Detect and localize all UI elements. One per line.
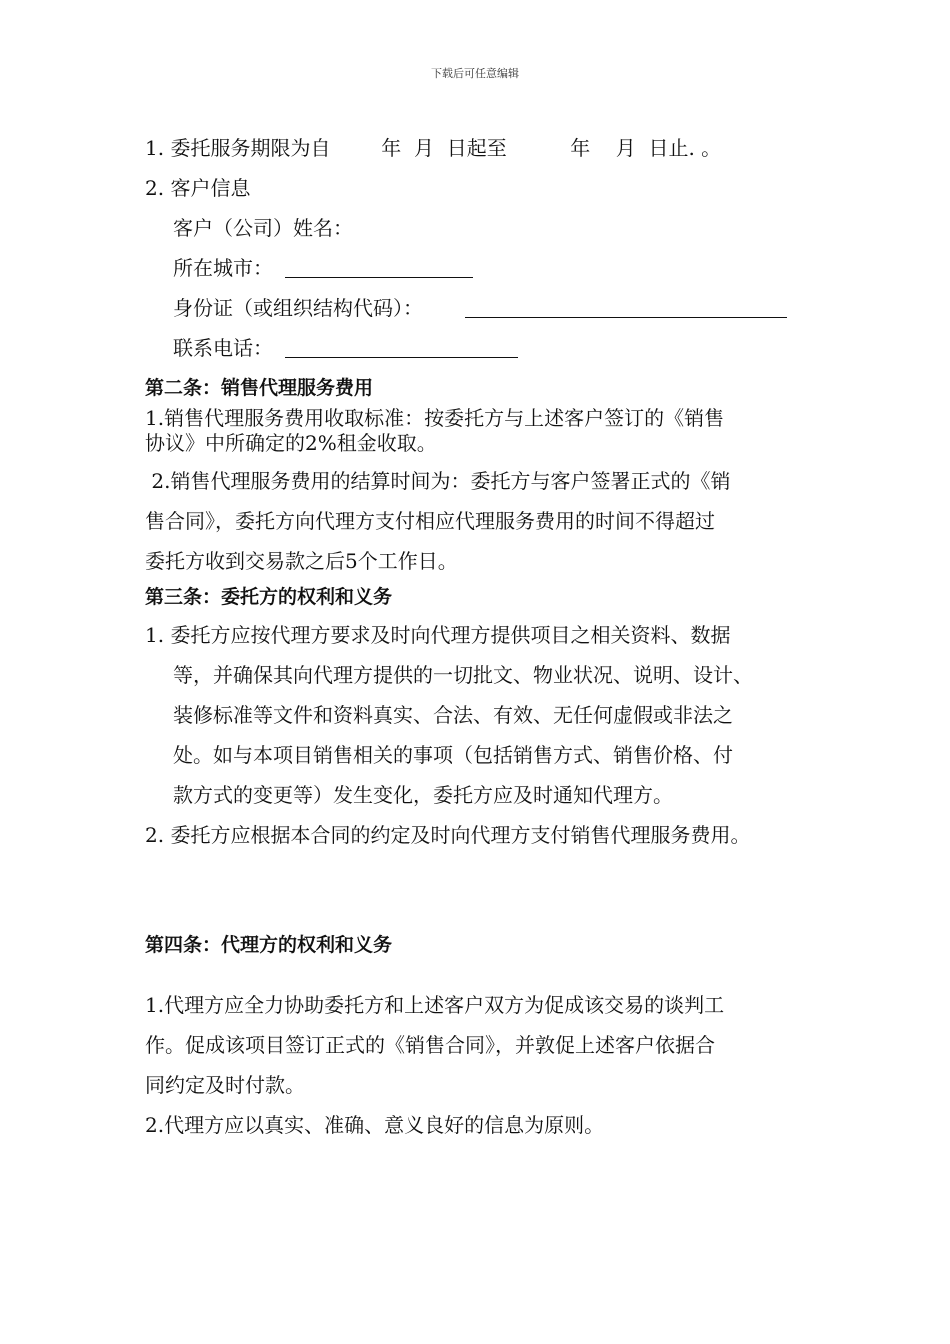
client-city-label: 所在城市： (173, 256, 273, 280)
article-3-para1-line5: 款方式的变更等）发生变化，委托方应及时通知代理方。 (173, 783, 673, 807)
article-3-para1-line3: 装修标准等文件和资料真实、合法、有效、无任何虚假或非法之 (173, 703, 733, 727)
article-3-para1-line1: 1. 委托方应按代理方要求及时向代理方提供项目之相关资料、数据 (145, 623, 731, 647)
article-2-para2-line2: 售合同》，委托方向代理方支付相应代理服务费用的时间不得超过 (145, 509, 715, 533)
article-3-para2-line1: 2. 委托方应根据本合同的约定及时向代理方支付销售代理服务费用。 (145, 823, 751, 847)
client-id-label: 身份证（或组织结构代码）： (173, 296, 423, 320)
article-4-para1-line1: 1.代理方应全力协助委托方和上述客户双方为促成该交易的谈判工 (145, 993, 725, 1017)
client-city-blank (285, 277, 473, 278)
client-name-label: 客户（公司）姓名： (173, 216, 353, 240)
article-2-heading: 第二条：销售代理服务费用 (145, 377, 374, 399)
article-2-para2-line3: 委托方收到交易款之后5个工作日。 (145, 549, 458, 573)
article-3-para1-line4: 处。如与本项目销售相关的事项（包括销售方式、销售价格、付 (173, 743, 733, 767)
header-note: 下载后可任意编辑 (431, 67, 519, 80)
article-2-para2-line1: 2.销售代理服务费用的结算时间为：委托方与客户签署正式的《销 (145, 469, 731, 493)
article-3-heading: 第三条：委托方的权利和义务 (145, 586, 393, 608)
client-id-blank (465, 317, 787, 318)
article-3-para1-line2: 等，并确保其向代理方提供的一切批文、物业状况、说明、设计、 (173, 663, 753, 687)
article-4-para1-line2: 作。促成该项目签订正式的《销售合同》，并敦促上述客户依据合 (145, 1033, 715, 1057)
article-4-para2-line1: 2.代理方应以真实、准确、意义良好的信息为原则。 (145, 1113, 605, 1137)
article-4-para1-line3: 同约定及时付款。 (145, 1073, 305, 1097)
service-term-line: 1. 委托服务期限为自 年 月 日起至 年 月 日止. 。 (145, 136, 722, 160)
article-2-para1-line1: 1.销售代理服务费用收取标准：按委托方与上述客户签订的《销售 (145, 406, 725, 430)
client-phone-blank (285, 357, 518, 358)
article-2-para1-line2: 协议》中所确定的2%租金收取。 (145, 431, 437, 455)
client-info-heading: 2. 客户信息 (145, 176, 251, 200)
client-phone-label: 联系电话： (173, 336, 273, 360)
article-4-heading: 第四条：代理方的权利和义务 (145, 934, 393, 956)
